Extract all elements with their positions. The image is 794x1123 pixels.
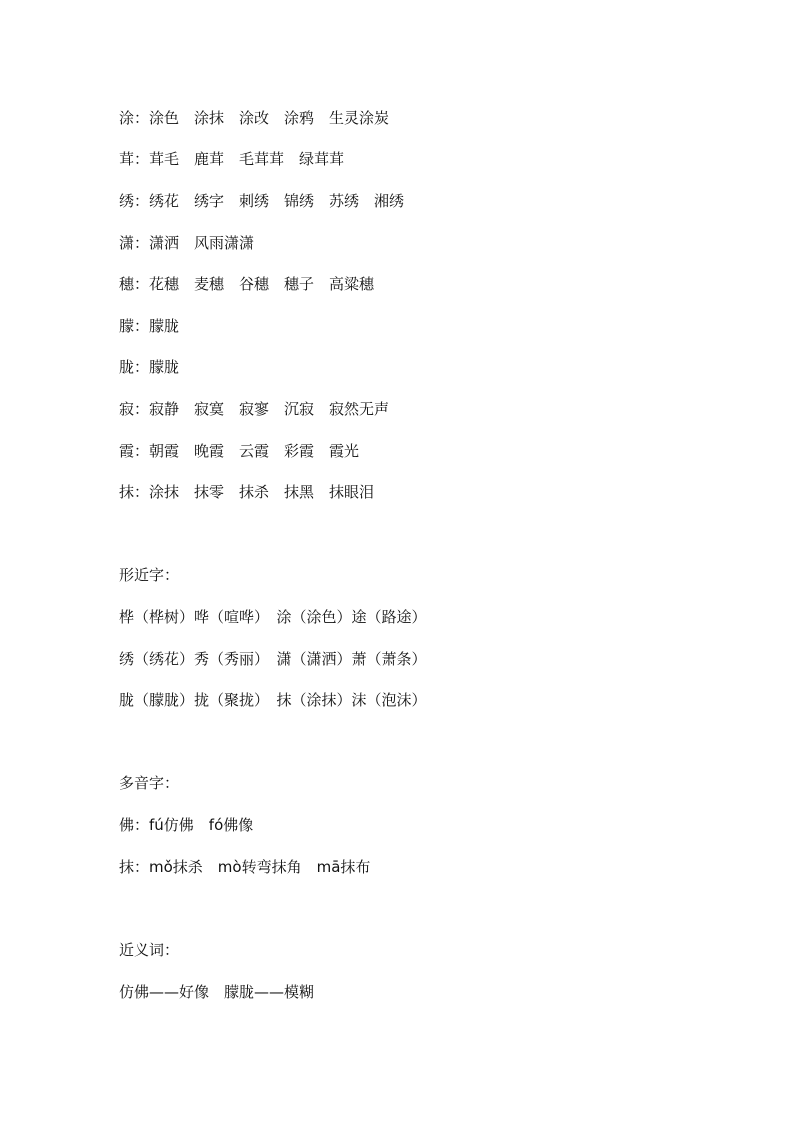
word-line-long: 胧：朦胧 xyxy=(119,358,180,376)
polyphonic-line: 抹：mǒ抹杀 mò转弯抹角 mā抹布 xyxy=(119,858,371,876)
word-line-mo: 抹：涂抹 抹零 抹杀 抹黑 抹眼泪 xyxy=(119,483,375,501)
similar-heading: 形近字： xyxy=(119,566,180,584)
synonyms-heading: 近义词： xyxy=(119,941,180,959)
word-line-xiu: 绣：绣花 绣字 刺绣 锦绣 苏绣 湘绣 xyxy=(119,192,405,210)
word-line-xiao: 潇：潇洒 风雨潇潇 xyxy=(119,234,255,252)
word-line-tu: 涂：涂色 涂抹 涂改 涂鸦 生灵涂炭 xyxy=(119,109,390,127)
word-line-meng: 朦：朦胧 xyxy=(119,317,180,335)
word-line-sui: 穗：花穗 麦穗 谷穗 穗子 高粱穗 xyxy=(119,275,375,293)
similar-line: 绣（绣花）秀（秀丽） 潇（潇洒）萧（萧条） xyxy=(119,650,427,668)
word-line-ji: 寂：寂静 寂寞 寂寥 沉寂 寂然无声 xyxy=(119,400,390,418)
similar-line: 桦（桦树）哗（喧哗） 涂（涂色）途（路途） xyxy=(119,608,427,626)
word-line-xia: 霞：朝霞 晚霞 云霞 彩霞 霞光 xyxy=(119,442,360,460)
synonyms-line: 仿佛——好像 朦胧——模糊 xyxy=(119,983,315,1001)
word-line-rong: 茸：茸毛 鹿茸 毛茸茸 绿茸茸 xyxy=(119,150,345,168)
polyphonic-line: 佛：fú仿佛 fó佛像 xyxy=(119,816,254,834)
similar-line: 胧（朦胧）拢（聚拢） 抹（涂抹）沫（泡沫） xyxy=(119,691,427,709)
polyphonic-heading: 多音字： xyxy=(119,774,180,792)
